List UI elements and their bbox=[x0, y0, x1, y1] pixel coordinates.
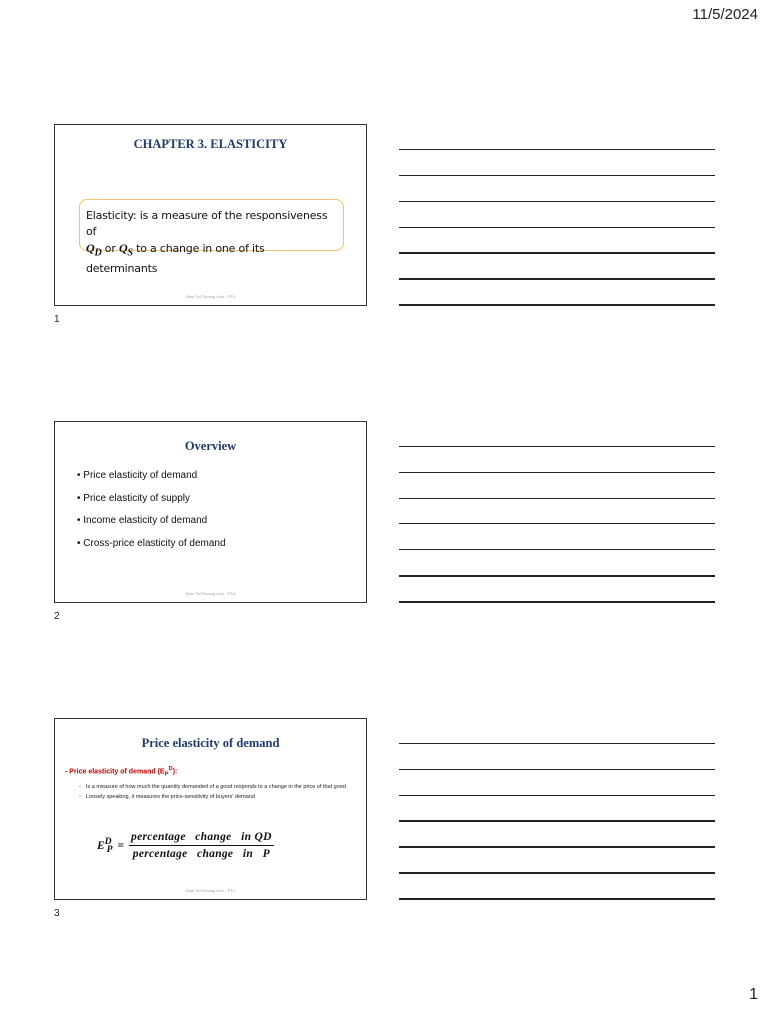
notes-line bbox=[399, 149, 715, 150]
slide-title: Price elasticity of demand bbox=[141, 736, 280, 750]
formula-lhs: $E^D_P$ bbox=[97, 835, 113, 856]
notes-line bbox=[399, 278, 715, 280]
list-item: • Price elasticity of supply bbox=[77, 493, 366, 504]
list-item: - Loosely speaking, it measures the price-sensitivity of buyers' demand bbox=[79, 792, 366, 802]
list-item: • Cross-price elasticity of demand bbox=[77, 538, 366, 549]
slide-number: 3 bbox=[54, 908, 60, 919]
slide-2-thumbnail bbox=[54, 421, 367, 603]
notes-line bbox=[399, 498, 715, 499]
notes-line bbox=[399, 446, 715, 447]
slide-number: 1 bbox=[54, 314, 60, 325]
formula-equals: = bbox=[117, 839, 125, 852]
definition-box bbox=[79, 199, 344, 276]
notes-line bbox=[399, 575, 715, 577]
slide-number: 2 bbox=[54, 611, 60, 622]
notes-line bbox=[399, 252, 715, 254]
overview-list bbox=[77, 470, 366, 549]
elasticity-formula bbox=[97, 831, 274, 860]
list-item: • Price elasticity of demand bbox=[77, 470, 366, 481]
page-number: 1 bbox=[749, 986, 758, 1003]
qd-symbol: $Q_D$ bbox=[86, 241, 102, 259]
section-heading: - Price elasticity of demand $(E_P^D)$: bbox=[65, 766, 178, 778]
notes-line bbox=[399, 898, 715, 900]
list-item: • Income elasticity of demand bbox=[77, 515, 366, 526]
slide-3-thumbnail bbox=[54, 718, 367, 900]
notes-line bbox=[399, 846, 715, 848]
formula-fraction bbox=[129, 831, 274, 860]
definition-list bbox=[79, 782, 366, 802]
slide-title: CHAPTER 3. ELASTICITY bbox=[133, 137, 288, 151]
notes-line bbox=[399, 769, 715, 770]
formula-denominator: percentage change in P bbox=[132, 848, 270, 860]
notes-line bbox=[399, 872, 715, 874]
notes-line bbox=[399, 201, 715, 202]
qs-symbol: $Q_S$ bbox=[118, 241, 133, 259]
slide-footer: Dam Thi Thuong Linh - PTU bbox=[185, 294, 236, 299]
print-date: 11/5/2024 bbox=[692, 6, 758, 23]
slide-footer: Dam Thi Thuong Linh - PTU bbox=[185, 888, 236, 893]
notes-line bbox=[399, 601, 715, 603]
notes-line bbox=[399, 795, 715, 796]
slide-1-thumbnail bbox=[54, 124, 367, 306]
notes-line bbox=[399, 175, 715, 176]
slide-footer: Dam Thi Thuong Linh - PTU bbox=[185, 591, 236, 596]
notes-line bbox=[399, 820, 715, 822]
definition-text: Elasticity: is a measure of the responsiveness of bbox=[86, 209, 328, 238]
formula-numerator: percentage change in QD bbox=[129, 831, 274, 846]
definition-tail: to a change in one of its determinants bbox=[86, 242, 265, 276]
notes-line bbox=[399, 304, 715, 306]
notes-line bbox=[399, 472, 715, 473]
notes-line bbox=[399, 549, 715, 550]
list-item: - Is a measure of how much the quantity demanded of a good responds to a change in the price of that good bbox=[79, 782, 366, 792]
definition-connector: or bbox=[101, 242, 119, 255]
notes-line bbox=[399, 227, 715, 228]
notes-line bbox=[399, 523, 715, 524]
slide-title: Overview bbox=[184, 439, 237, 453]
notes-line bbox=[399, 743, 715, 744]
